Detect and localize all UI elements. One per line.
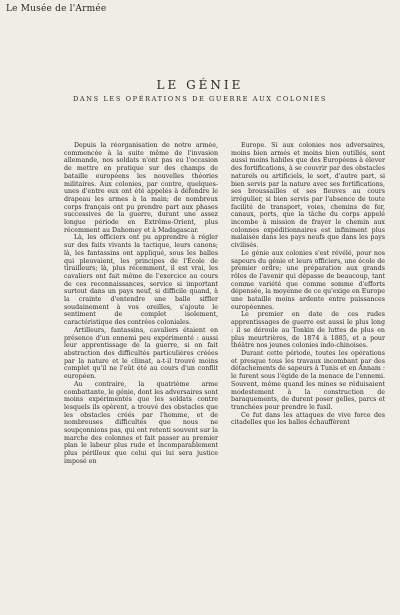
paragraph: Le premier en date de ces rudes apprentissages de guerre est aussi le plus long : il se déroule au Tonkin de luttes de plus en plus meurtrières, de 1874 à 1885, et a pour théâtre nos jeunes colonies indo-chinoises. bbox=[231, 311, 385, 350]
paragraph: Durant cette période, toutes les opérations et presque tous les travaux incombant par des détachements de sapeurs à Tunis et en Annam : le furent sous l'égide de la menace de l'ennemi. Souvent, même quand les mines se réduisaient modestement à la construction de baraquements, de durent poser gelles, parcs et tranchées pour prendre le fusil. bbox=[231, 349, 385, 411]
article-subtitle: DANS LES OPÉRATIONS DE GUERRE AUX COLONIES bbox=[73, 95, 327, 103]
journal-header: Le Musée de l'Armée bbox=[6, 4, 107, 14]
paragraph: Europe. Si aux colonies nos adversaires, moins bien armés et moins bien outillés, sont aussi moins habiles que des Européens à élever des fortifications, à se couvrir par des obstacles naturels ou artificiels, le sort, d'autre part, si bien servis par la nature avec ses fortifications, ses broussailles et ses fleuves au cours irrégulier, si bien servis par l'absence de toute facilité de transport, voies, chemins de fer, canaux, ports, que la tâche du corps appelé incombe à mission de frayer le chemin aux colonnes expéditionnaires est infiniment plus malaisée dans les pays neufs que dans les pays civilisés. bbox=[231, 142, 385, 250]
paragraph: Ce fut dans les attaques de vive force des citadelles que les balles échauffèrent bbox=[231, 411, 385, 427]
article-title: LE GÉNIE bbox=[156, 78, 244, 92]
left-column bbox=[64, 142, 218, 600]
paragraph: Artilleurs, fantassins, cavaliers étaient en présence d'un ennemi peu expérimenté : aussi leur apprentissage de la guerre, si on fait abstraction des difficultés particulières créées par la nature et le climat, a-t-il trouvé moins complet qu'il ne l'eût été au cours d'un conflit européen. bbox=[64, 326, 218, 381]
paragraph: Au contraire, la quatrième arme combattante, le génie, dont les adversaires sont moins expérimentés que les soldats contre lesquels ils opèrent, a trouvé des obstacles que les obstacles créés par l'homme, et de nombreuses difficultés que nous ne soupçonnions pas, qui ont retenti souvent sur la marche des colonnes et fait passer au premier plan le labeur plus rude et incomparablement plus périlleux que celui qui lui sera justice imposé en bbox=[64, 380, 218, 465]
right-column bbox=[231, 142, 385, 600]
paragraph: Là, les officiers ont pu apprendre à régler sur des faits vivants la tactique, leurs canons; là, les fantassins ont appliqué, sous les balles qui pleuvaient, les principes de l'École de tirailleurs; là, plus récemment, il est vrai, les cavaliers ont fait même de l'exercice au cours de ces reconnaissances, service si important surtout dans un pays neuf, si difficile quand, à la crainte d'entendre une balle siffler soudainement à vos oreilles, s'ajoute le sentiment de complet isolement, caractéristique des contrées coloniales. bbox=[64, 234, 218, 327]
paragraph: Depuis la réorganisation de notre armée, commencée à la suite même de l'invasion allemande, nos soldats n'ont pas eu l'occasion de mettre en pratique sur des champs de bataille européens les nouvelles théories militaires. Aux colonies, par contre, quelques-unes d'entre eux ont été appelés à défendre le drapeau les armes à la main; de nombreux corps français ont pu prendre part aux phases successives de la guerre, durant une assez longue période en Extrême-Orient, plus récemment au Dahomey et à Madagascar. bbox=[64, 142, 218, 234]
paragraph: Le génie aux colonies s'est révélé, pour nos sapeurs du génie et leurs officiers, une école de premier ordre; une préparation aux grands rôles de l'avenir qui dépasse de beaucoup, tant comme variété que comme somme d'efforts dépensée, la moyenne de ce qu'exige en Europe une bataille moins ardente entre puissances européennes. bbox=[231, 249, 385, 311]
